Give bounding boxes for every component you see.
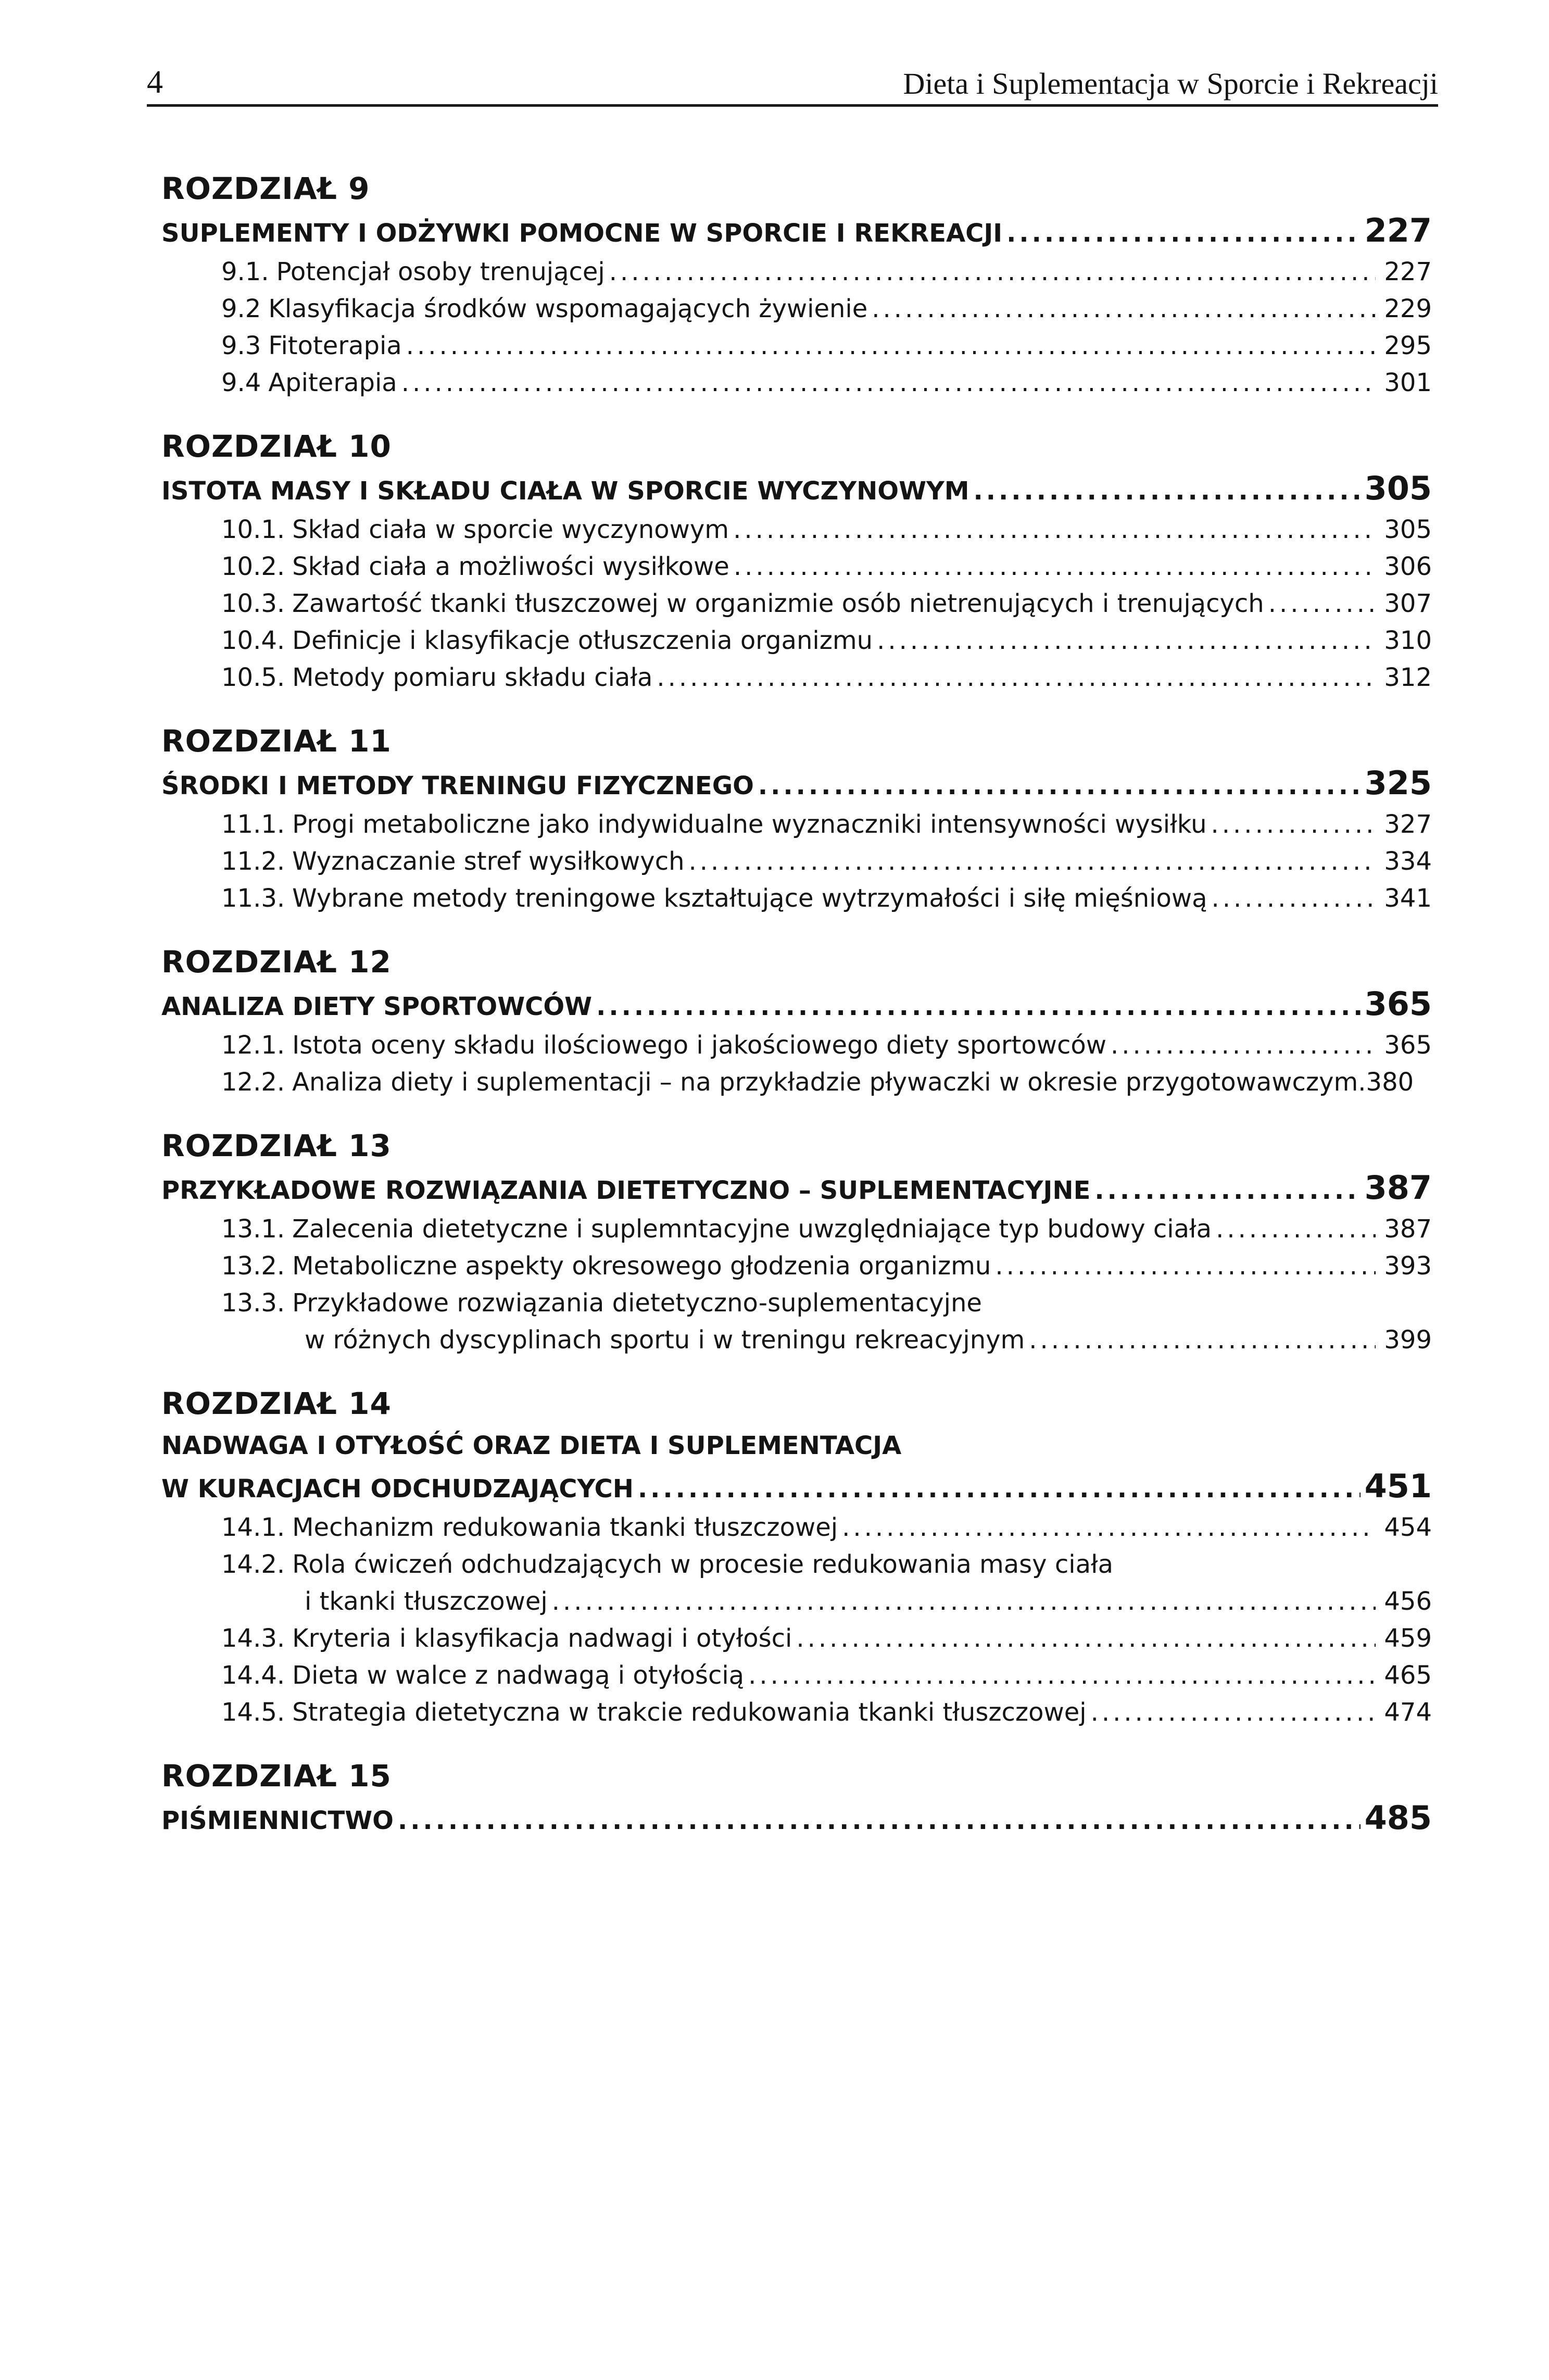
chapter-13: [161, 1124, 1432, 1359]
table-of-contents: [161, 167, 1432, 1864]
section-title: Kryteria i klasyfikacja nadwagi i otyłości: [292, 1624, 792, 1653]
dot-leader: [748, 1657, 1376, 1694]
dot-leader: [1094, 1170, 1360, 1211]
section-number: 10.1.: [221, 515, 285, 544]
dot-leader: [609, 254, 1376, 291]
section-page-number: 456: [1384, 1587, 1432, 1616]
chapter-page-number: 305: [1364, 469, 1432, 507]
chapter-title-text: ŚRODKI I METODY TRENINGU FIZYCZNEGO: [161, 771, 754, 800]
dot-leader: [796, 1620, 1376, 1657]
section-number: 12.1.: [221, 1031, 285, 1060]
section-page-number: 474: [1384, 1698, 1432, 1727]
chapter-title-text: NADWAGA I OTYŁOŚĆ ORAZ DIETA I SUPLEMENTACJA: [161, 1431, 902, 1460]
chapter-label: ROZDZIAŁ 14: [161, 1386, 392, 1421]
toc-section[interactable]: [161, 880, 1432, 917]
chapter-title[interactable]: [161, 763, 1432, 806]
section-page-number: 399: [1384, 1325, 1432, 1355]
dot-leader: [872, 291, 1376, 328]
section-number: 14.3.: [221, 1624, 285, 1653]
toc-section[interactable]: [161, 585, 1432, 622]
dot-leader: [1212, 880, 1376, 917]
section-title: Dieta w walce z nadwagą i otyłością: [292, 1661, 745, 1690]
toc-section[interactable]: [161, 1546, 1432, 1620]
toc-section[interactable]: [161, 328, 1432, 365]
chapter-label: ROZDZIAŁ 10: [161, 429, 392, 464]
section-title: Apiterapia: [268, 368, 397, 397]
dot-leader: [1111, 1027, 1376, 1064]
chapter-label: ROZDZIAŁ 11: [161, 723, 392, 759]
toc-section[interactable]: [161, 1694, 1432, 1731]
section-number: 11.3.: [221, 884, 285, 913]
dot-leader: [758, 766, 1361, 806]
toc-section[interactable]: [161, 511, 1432, 548]
section-title: Zawartość tkanki tłuszczowej w organizmie osób nietrenujących i trenujących: [292, 589, 1264, 618]
section-title: Rola ćwiczeń odchudzających w procesie redukowania masy ciała: [292, 1550, 1114, 1579]
section-page-number: 310: [1384, 626, 1432, 655]
dot-leader: [842, 1509, 1376, 1546]
chapter-label: ROZDZIAŁ 13: [161, 1128, 392, 1163]
section-number: 9.2: [221, 294, 261, 323]
section-number: 9.3: [221, 331, 261, 360]
dot-leader: [638, 1469, 1361, 1509]
dot-leader: [1029, 1322, 1376, 1359]
dot-leader: [1268, 585, 1376, 622]
section-title: Skład ciała a możliwości wysiłkowe: [292, 552, 729, 581]
chapter-page-number: 227: [1364, 211, 1432, 249]
toc-section[interactable]: [161, 1285, 1432, 1359]
running-title: Dieta i Suplementacja w Sporcie i Rekreacji: [903, 67, 1438, 101]
chapter-page-number: 451: [1364, 1467, 1432, 1505]
toc-section[interactable]: [161, 659, 1432, 696]
section-title: Wyznaczanie stref wysiłkowych: [292, 847, 685, 876]
section-title: Strategia dietetyczna w trakcie redukowania tkanki tłuszczowej: [292, 1698, 1087, 1727]
dot-leader: [657, 659, 1376, 696]
section-number: 14.5.: [221, 1698, 285, 1727]
section-title: Metody pomiaru składu ciała: [292, 663, 653, 692]
section-page-number: 327: [1384, 810, 1432, 839]
dot-leader: [406, 328, 1376, 365]
section-title: Przykładowe rozwiązania dietetyczno-suplementacyjne: [292, 1288, 982, 1318]
chapter-title[interactable]: [161, 1798, 1432, 1841]
section-number: 14.2.: [221, 1550, 285, 1579]
dot-leader: [733, 511, 1376, 548]
dot-leader: [689, 843, 1376, 880]
section-page-number: 307: [1384, 589, 1432, 618]
chapter-9: [161, 167, 1432, 402]
chapter-15: [161, 1754, 1432, 1841]
section-page-number: 459: [1384, 1624, 1432, 1653]
toc-section[interactable]: [161, 1509, 1432, 1546]
chapter-page-number: 325: [1364, 764, 1432, 802]
toc-section[interactable]: [161, 1657, 1432, 1694]
toc-section[interactable]: [161, 291, 1432, 328]
section-title: Zalecenia dietetyczne i suplemntacyjne uwzględniające typ budowy ciała: [292, 1214, 1212, 1244]
section-number: 11.2.: [221, 847, 285, 876]
chapter-title-text: PRZYKŁADOWE ROZWIĄZANIA DIETETYCZNO – SUPLEMENTACYJNE: [161, 1176, 1091, 1205]
chapter-title[interactable]: [161, 1425, 1432, 1509]
section-page-number: 305: [1384, 515, 1432, 544]
section-page-number: 387: [1384, 1214, 1432, 1244]
section-page-number: 454: [1384, 1513, 1432, 1542]
toc-section[interactable]: [161, 548, 1432, 585]
chapter-page-number: 485: [1364, 1799, 1432, 1837]
dot-leader: [877, 622, 1376, 659]
section-page-number: 295: [1384, 331, 1432, 360]
dot-leader: [974, 471, 1361, 511]
chapter-title-text: SUPLEMENTY I ODŻYWKI POMOCNE W SPORCIE I REKREACJI: [161, 219, 1003, 248]
dot-leader: [1006, 213, 1360, 254]
section-page-number: 393: [1384, 1251, 1432, 1281]
section-number: 9.1.: [221, 257, 269, 286]
section-number: 14.4.: [221, 1661, 285, 1690]
chapter-title-text: PIŚMIENNICTWO: [161, 1806, 394, 1835]
section-page-number: 365: [1384, 1031, 1432, 1060]
dot-leader: [1091, 1694, 1376, 1731]
dot-leader: [734, 548, 1376, 585]
section-number: 14.1.: [221, 1513, 285, 1542]
section-page-number: 465: [1384, 1661, 1432, 1690]
chapter-title-text: ISTOTA MASY I SKŁADU CIAŁA W SPORCIE WYCZYNOWYM: [161, 477, 969, 506]
chapter-title[interactable]: [161, 468, 1432, 511]
chapter-title-text: ANALIZA DIETY SPORTOWCÓW: [161, 992, 593, 1021]
section-title-continuation: i tkanki tłuszczowej: [305, 1587, 548, 1616]
section-title: Potencjał osoby trenującej: [276, 257, 605, 286]
dot-leader: [1211, 806, 1376, 843]
section-page-number: 312: [1384, 663, 1432, 692]
section-number: 9.4: [221, 368, 261, 397]
section-title: Wybrane metody treningowe kształtujące wytrzymałości i siłę mięśniową: [292, 884, 1207, 913]
section-page-number: 380: [1366, 1068, 1414, 1097]
chapter-label: ROZDZIAŁ 15: [161, 1758, 392, 1794]
chapter-10: [161, 424, 1432, 696]
page-header: [147, 55, 1438, 107]
chapter-label: ROZDZIAŁ 9: [161, 171, 370, 206]
section-title: Klasyfikacja środków wspomagających żywienie: [268, 294, 868, 323]
section-title: Analiza diety i suplementacji – na przykładzie pływaczki w okresie przygotowawczym.: [292, 1068, 1366, 1097]
section-page-number: 334: [1384, 847, 1432, 876]
toc-section[interactable]: [161, 1620, 1432, 1657]
dot-leader: [1216, 1211, 1376, 1248]
section-number: 13.1.: [221, 1214, 285, 1244]
section-page-number: 227: [1384, 257, 1432, 286]
chapter-page-number: 365: [1364, 985, 1432, 1023]
dot-leader: [401, 365, 1376, 402]
toc-section[interactable]: [161, 1027, 1432, 1064]
dot-leader: [398, 1800, 1361, 1841]
chapter-title[interactable]: [161, 984, 1432, 1027]
section-number: 10.2.: [221, 552, 285, 581]
chapter-11: [161, 719, 1432, 917]
toc-section[interactable]: [161, 622, 1432, 659]
section-title: Progi metaboliczne jako indywidualne wyznaczniki intensywności wysiłku: [292, 810, 1207, 839]
section-number: 13.2.: [221, 1251, 285, 1281]
section-number: 11.1.: [221, 810, 285, 839]
chapter-14: [161, 1382, 1432, 1731]
toc-section[interactable]: [161, 843, 1432, 880]
toc-section[interactable]: [161, 1211, 1432, 1248]
section-title: Fitoterapia: [268, 331, 402, 360]
section-number: 12.2.: [221, 1068, 285, 1097]
section-title: Mechanizm redukowania tkanki tłuszczowej: [292, 1513, 838, 1542]
chapter-label: ROZDZIAŁ 12: [161, 944, 392, 980]
section-page-number: 341: [1384, 884, 1432, 913]
toc-section[interactable]: [161, 1064, 1432, 1101]
section-number: 10.3.: [221, 589, 285, 618]
dot-leader: [995, 1248, 1376, 1285]
section-title: Definicje i klasyfikacje otłuszczenia organizmu: [292, 626, 873, 655]
section-page-number: 229: [1384, 294, 1432, 323]
section-title: Metaboliczne aspekty okresowego głodzenia organizmu: [292, 1251, 991, 1281]
toc-section[interactable]: [161, 365, 1432, 402]
section-page-number: 306: [1384, 552, 1432, 581]
section-number: 10.4.: [221, 626, 285, 655]
section-title-continuation: w różnych dyscyplinach sportu i w treningu rekreacyjnym: [305, 1325, 1025, 1355]
section-title: Skład ciała w sporcie wyczynowym: [292, 515, 729, 544]
chapter-title[interactable]: [161, 210, 1432, 254]
dot-leader: [552, 1583, 1376, 1620]
section-number: 13.3.: [221, 1288, 285, 1318]
section-number: 10.5.: [221, 663, 285, 692]
chapter-title-continuation: W KURACJACH ODCHUDZAJĄCYCH: [161, 1474, 634, 1504]
toc-section[interactable]: [161, 806, 1432, 843]
toc-section[interactable]: [161, 1248, 1432, 1285]
toc-section[interactable]: [161, 254, 1432, 291]
page-number: 4: [147, 65, 163, 100]
chapter-12: [161, 940, 1432, 1101]
chapter-title[interactable]: [161, 1168, 1432, 1211]
section-title: Istota oceny składu ilościowego i jakościowego diety sportowców: [292, 1031, 1107, 1060]
dot-leader: [596, 986, 1360, 1027]
section-page-number: 301: [1384, 368, 1432, 397]
chapter-page-number: 387: [1364, 1169, 1432, 1207]
